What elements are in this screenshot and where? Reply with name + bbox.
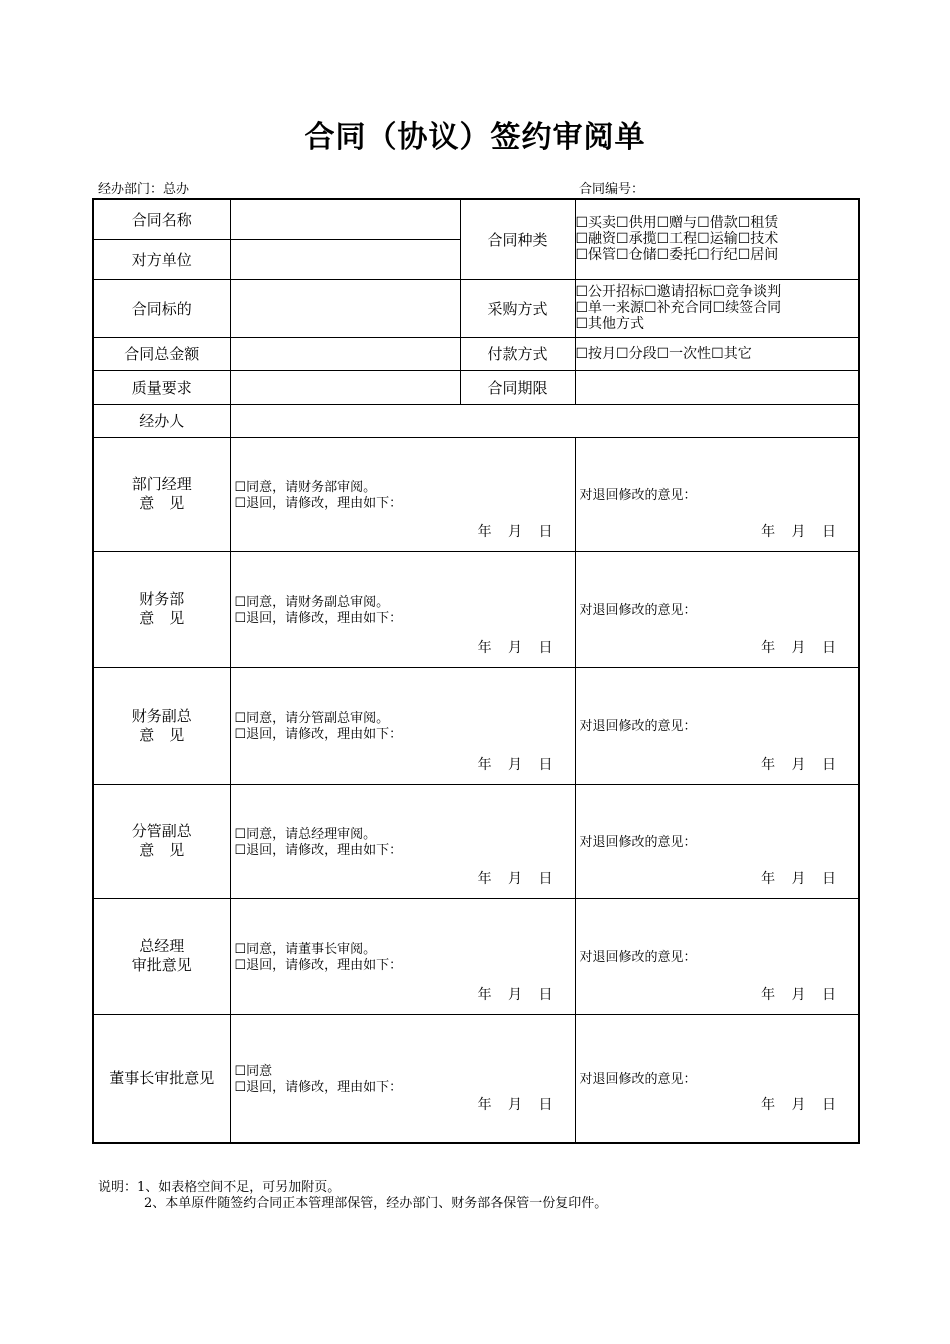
approval-row-supervising-vp: [93, 784, 859, 898]
chairman-opinion-label: 董事长审批意见: [93, 1014, 230, 1143]
date-line: 年 月 日: [477, 756, 553, 773]
dept-manager-reject-opinion-cell[interactable]: [575, 437, 859, 551]
contract-type-options[interactable]: [575, 199, 859, 279]
reject-opinion-label: 对退回修改的意见：: [579, 1071, 697, 1087]
stage-label-line: 部门经理: [131, 475, 192, 493]
reject-opinion-label: 对退回修改的意见：: [579, 719, 697, 734]
reject-option[interactable]: ☐退回，请修改，理由如下：: [234, 495, 403, 511]
general-manager-reject-opinion-cell[interactable]: [575, 898, 859, 1014]
quality-requirement-label: 质量要求: [93, 370, 230, 404]
date-line: 年 月 日: [761, 1097, 836, 1113]
date-line: 年 月 日: [761, 639, 836, 656]
purchase-option-line[interactable]: ☐其他方式: [575, 316, 645, 332]
total-amount-label: 合同总金额: [93, 337, 230, 370]
contract-type-option-line[interactable]: ☐买卖☐供用☐赠与☐借款☐租赁: [575, 215, 779, 232]
date-line: 年 月 日: [477, 986, 553, 1003]
purchase-method-label: 采购方式: [460, 279, 575, 337]
contract-subject-label: 合同标的: [93, 279, 230, 337]
reject-option[interactable]: ☐退回，请修改，理由如下：: [234, 1079, 403, 1095]
stage-label-line: 财务副总: [131, 706, 192, 725]
stage-label-line: 意 见: [139, 841, 185, 859]
supervising-vp-decision-cell[interactable]: [230, 784, 575, 898]
total-amount-field[interactable]: [230, 337, 460, 370]
reject-option[interactable]: ☐退回，请修改，理由如下：: [234, 610, 403, 626]
date-line: 年 月 日: [761, 523, 836, 540]
stage-label-line: 审批意见: [131, 956, 192, 974]
reject-option[interactable]: ☐退回，请修改，理由如下：: [234, 842, 403, 858]
dept-manager-decision-cell[interactable]: [230, 437, 575, 551]
chairman-decision-cell[interactable]: [230, 1014, 575, 1143]
approve-option[interactable]: ☐同意，请财务部审阅。: [234, 479, 377, 495]
finance-dept-reject-opinion-cell[interactable]: [575, 551, 859, 667]
supervising-vp-opinion-label: [93, 784, 230, 898]
date-line: 年 月 日: [761, 870, 836, 887]
reject-opinion-label: 对退回修改的意见：: [579, 834, 697, 850]
contract-term-field[interactable]: [575, 370, 859, 404]
quality-requirement-field[interactable]: [230, 370, 460, 404]
stage-label-line: 财务部: [139, 590, 185, 608]
approval-row-finance-dept: [93, 551, 859, 667]
counterparty-field[interactable]: [230, 239, 460, 279]
stage-label-line: 意 见: [139, 494, 185, 512]
approve-option[interactable]: ☐同意，请财务副总审阅。: [234, 594, 390, 610]
finance-vp-decision-cell[interactable]: [230, 667, 575, 784]
finance-dept-opinion-label: [93, 551, 230, 667]
approval-row-dept-manager: [93, 437, 859, 551]
finance-vp-opinion-label: [93, 667, 230, 784]
note-line-1: 说明：1、如表格空间不足，可另加附页。: [98, 1180, 341, 1195]
page-title: 合同（协议）签约审阅单: [304, 120, 646, 155]
contract-term-label: 合同期限: [460, 370, 575, 404]
handler-field[interactable]: [230, 404, 859, 437]
purchase-option-line[interactable]: ☐单一来源☐补充合同☐续签合同: [575, 300, 782, 316]
general-manager-opinion-label: [93, 898, 230, 1014]
approval-row-chairman: [93, 1014, 859, 1143]
handler-label: 经办人: [93, 404, 230, 437]
reject-option[interactable]: ☐退回，请修改，理由如下：: [234, 957, 403, 973]
date-line: 年 月 日: [477, 639, 553, 656]
contract-type-label: 合同种类: [460, 199, 575, 279]
reject-opinion-label: 对退回修改的意见：: [579, 949, 697, 965]
contract-name-field[interactable]: [230, 199, 460, 239]
review-form-table: [92, 198, 860, 1144]
contract-name-label: 合同名称: [93, 199, 230, 239]
purchase-method-options[interactable]: [575, 279, 859, 337]
reject-opinion-label: 对退回修改的意见：: [579, 602, 697, 618]
date-line: 年 月 日: [477, 1097, 553, 1113]
payment-method-options[interactable]: ☐按月☐分段☐一次性☐其它: [575, 337, 859, 370]
approve-option[interactable]: ☐同意，请分管副总审阅。: [234, 711, 390, 726]
supervising-vp-reject-opinion-cell[interactable]: [575, 784, 859, 898]
stage-label-line: 总经理: [139, 937, 185, 955]
stage-label-line: 意 见: [139, 725, 185, 744]
contract-number-label: 合同编号：: [579, 182, 645, 197]
approve-option[interactable]: ☐同意，请总经理审阅。: [234, 826, 377, 842]
stage-label-line: 意 见: [139, 609, 185, 627]
contract-subject-field[interactable]: [230, 279, 460, 337]
date-line: 年 月 日: [761, 986, 836, 1003]
notes: [98, 1180, 607, 1212]
contract-type-option-line[interactable]: ☐融资☐承揽☐工程☐运输☐技术: [575, 231, 779, 248]
date-line: 年 月 日: [477, 523, 553, 540]
reject-opinion-label: 对退回修改的意见：: [579, 487, 697, 503]
payment-method-label: 付款方式: [460, 337, 575, 370]
approve-option[interactable]: ☐同意: [234, 1063, 273, 1079]
chairman-reject-opinion-cell[interactable]: [575, 1014, 859, 1143]
date-line: 年 月 日: [477, 870, 553, 887]
department-label: 经办部门：总办: [98, 182, 190, 197]
general-manager-decision-cell[interactable]: [230, 898, 575, 1014]
dept-manager-opinion-label: [93, 437, 230, 551]
contract-type-option-line[interactable]: ☐保管☐仓储☐委托☐行纪☐居间: [575, 247, 779, 264]
approval-row-finance-vp: [93, 667, 859, 784]
counterparty-label: 对方单位: [93, 239, 230, 279]
stage-label-line: 分管副总: [131, 822, 192, 840]
date-line: 年 月 日: [761, 756, 836, 773]
approve-option[interactable]: ☐同意，请董事长审阅。: [234, 941, 377, 957]
purchase-option-line[interactable]: ☐公开招标☐邀请招标☐竞争谈判: [575, 284, 782, 300]
finance-vp-reject-opinion-cell[interactable]: [575, 667, 859, 784]
note-line-2: 2、本单原件随签约合同正本管理部保管，经办部门、财务部各保管一份复印件。: [144, 1196, 608, 1211]
approval-row-general-manager: [93, 898, 859, 1014]
reject-option[interactable]: ☐退回，请修改，理由如下：: [234, 727, 403, 742]
finance-dept-decision-cell[interactable]: [230, 551, 575, 667]
